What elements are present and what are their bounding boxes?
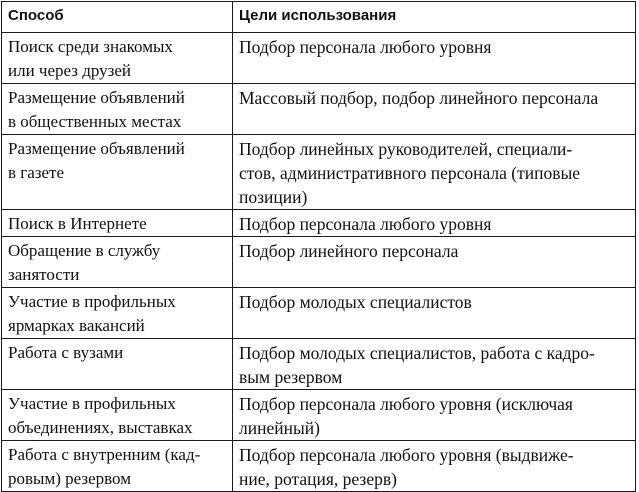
recruitment-methods-table: [1, 1, 636, 492]
cell-line: в общественных местах: [8, 112, 182, 131]
cell-line: Размещение объявлений: [8, 139, 185, 158]
method-cell: [2, 135, 233, 210]
cell-line: Массовый подбор, подбор линейного персонала: [239, 88, 599, 108]
table-row: [2, 33, 636, 84]
cell-line: Поиск среди знакомых: [8, 37, 173, 56]
header-purpose: Цели использования: [233, 2, 636, 33]
cell-line: линейный): [239, 418, 320, 438]
cell-line: Подбор линейного персонала: [239, 241, 459, 261]
cell-line: Подбор персонала любого уровня: [239, 214, 492, 234]
table-row: [2, 210, 636, 237]
purpose-cell: [233, 237, 636, 288]
cell-line: Работа с внутренним (кад-: [8, 445, 201, 464]
purpose-cell: [233, 210, 636, 237]
cell-line: Обращение в службу: [8, 241, 161, 260]
cell-line: Размещение объявлений: [8, 88, 185, 107]
cell-line: стов, административного персонала (типовые: [239, 163, 581, 183]
method-cell: [2, 390, 233, 441]
cell-line: Подбор персонала любого уровня (выдвиже-: [239, 445, 574, 465]
table-row: [2, 135, 636, 210]
cell-line: Подбор персонала любого уровня: [239, 37, 492, 57]
cell-line: ровым) резервом: [8, 469, 131, 488]
method-cell: [2, 288, 233, 339]
cell-line: Подбор молодых специалистов, работа с кадро-: [239, 343, 595, 363]
purpose-cell: [233, 339, 636, 390]
cell-line: занятости: [8, 265, 80, 284]
method-cell: [2, 84, 233, 135]
table-row: [2, 288, 636, 339]
cell-line: объединениях, выставках: [8, 418, 193, 437]
cell-line: Участие в профильных: [8, 394, 176, 413]
cell-line: Участие в профильных: [8, 292, 176, 311]
cell-line: или через друзей: [8, 61, 132, 80]
method-cell: [2, 33, 233, 84]
cell-line: позиции): [239, 187, 308, 207]
cell-line: Поиск в Интернете: [8, 214, 147, 233]
purpose-cell: [233, 84, 636, 135]
cell-line: вым резервом: [239, 367, 343, 387]
table-row: [2, 390, 636, 441]
table-row: [2, 237, 636, 288]
method-cell: [2, 237, 233, 288]
header-row: [2, 2, 636, 33]
method-cell: [2, 441, 233, 492]
purpose-cell: [233, 441, 636, 492]
cell-line: ярмарках вакансий: [8, 316, 145, 335]
cell-line: Подбор молодых специалистов: [239, 292, 472, 312]
method-cell: [2, 210, 233, 237]
method-cell: [2, 339, 233, 390]
cell-line: ние, ротация, резерв): [239, 469, 397, 489]
cell-line: Работа с вузами: [8, 343, 124, 362]
purpose-cell: [233, 135, 636, 210]
table-row: [2, 339, 636, 390]
purpose-cell: [233, 390, 636, 441]
cell-line: в газете: [8, 163, 65, 182]
purpose-cell: [233, 33, 636, 84]
table-row: [2, 441, 636, 492]
purpose-cell: [233, 288, 636, 339]
cell-line: Подбор персонала любого уровня (исключая: [239, 394, 573, 414]
header-method: Способ: [2, 2, 233, 33]
cell-line: Подбор линейных руководителей, специали-: [239, 139, 573, 159]
table-row: [2, 84, 636, 135]
